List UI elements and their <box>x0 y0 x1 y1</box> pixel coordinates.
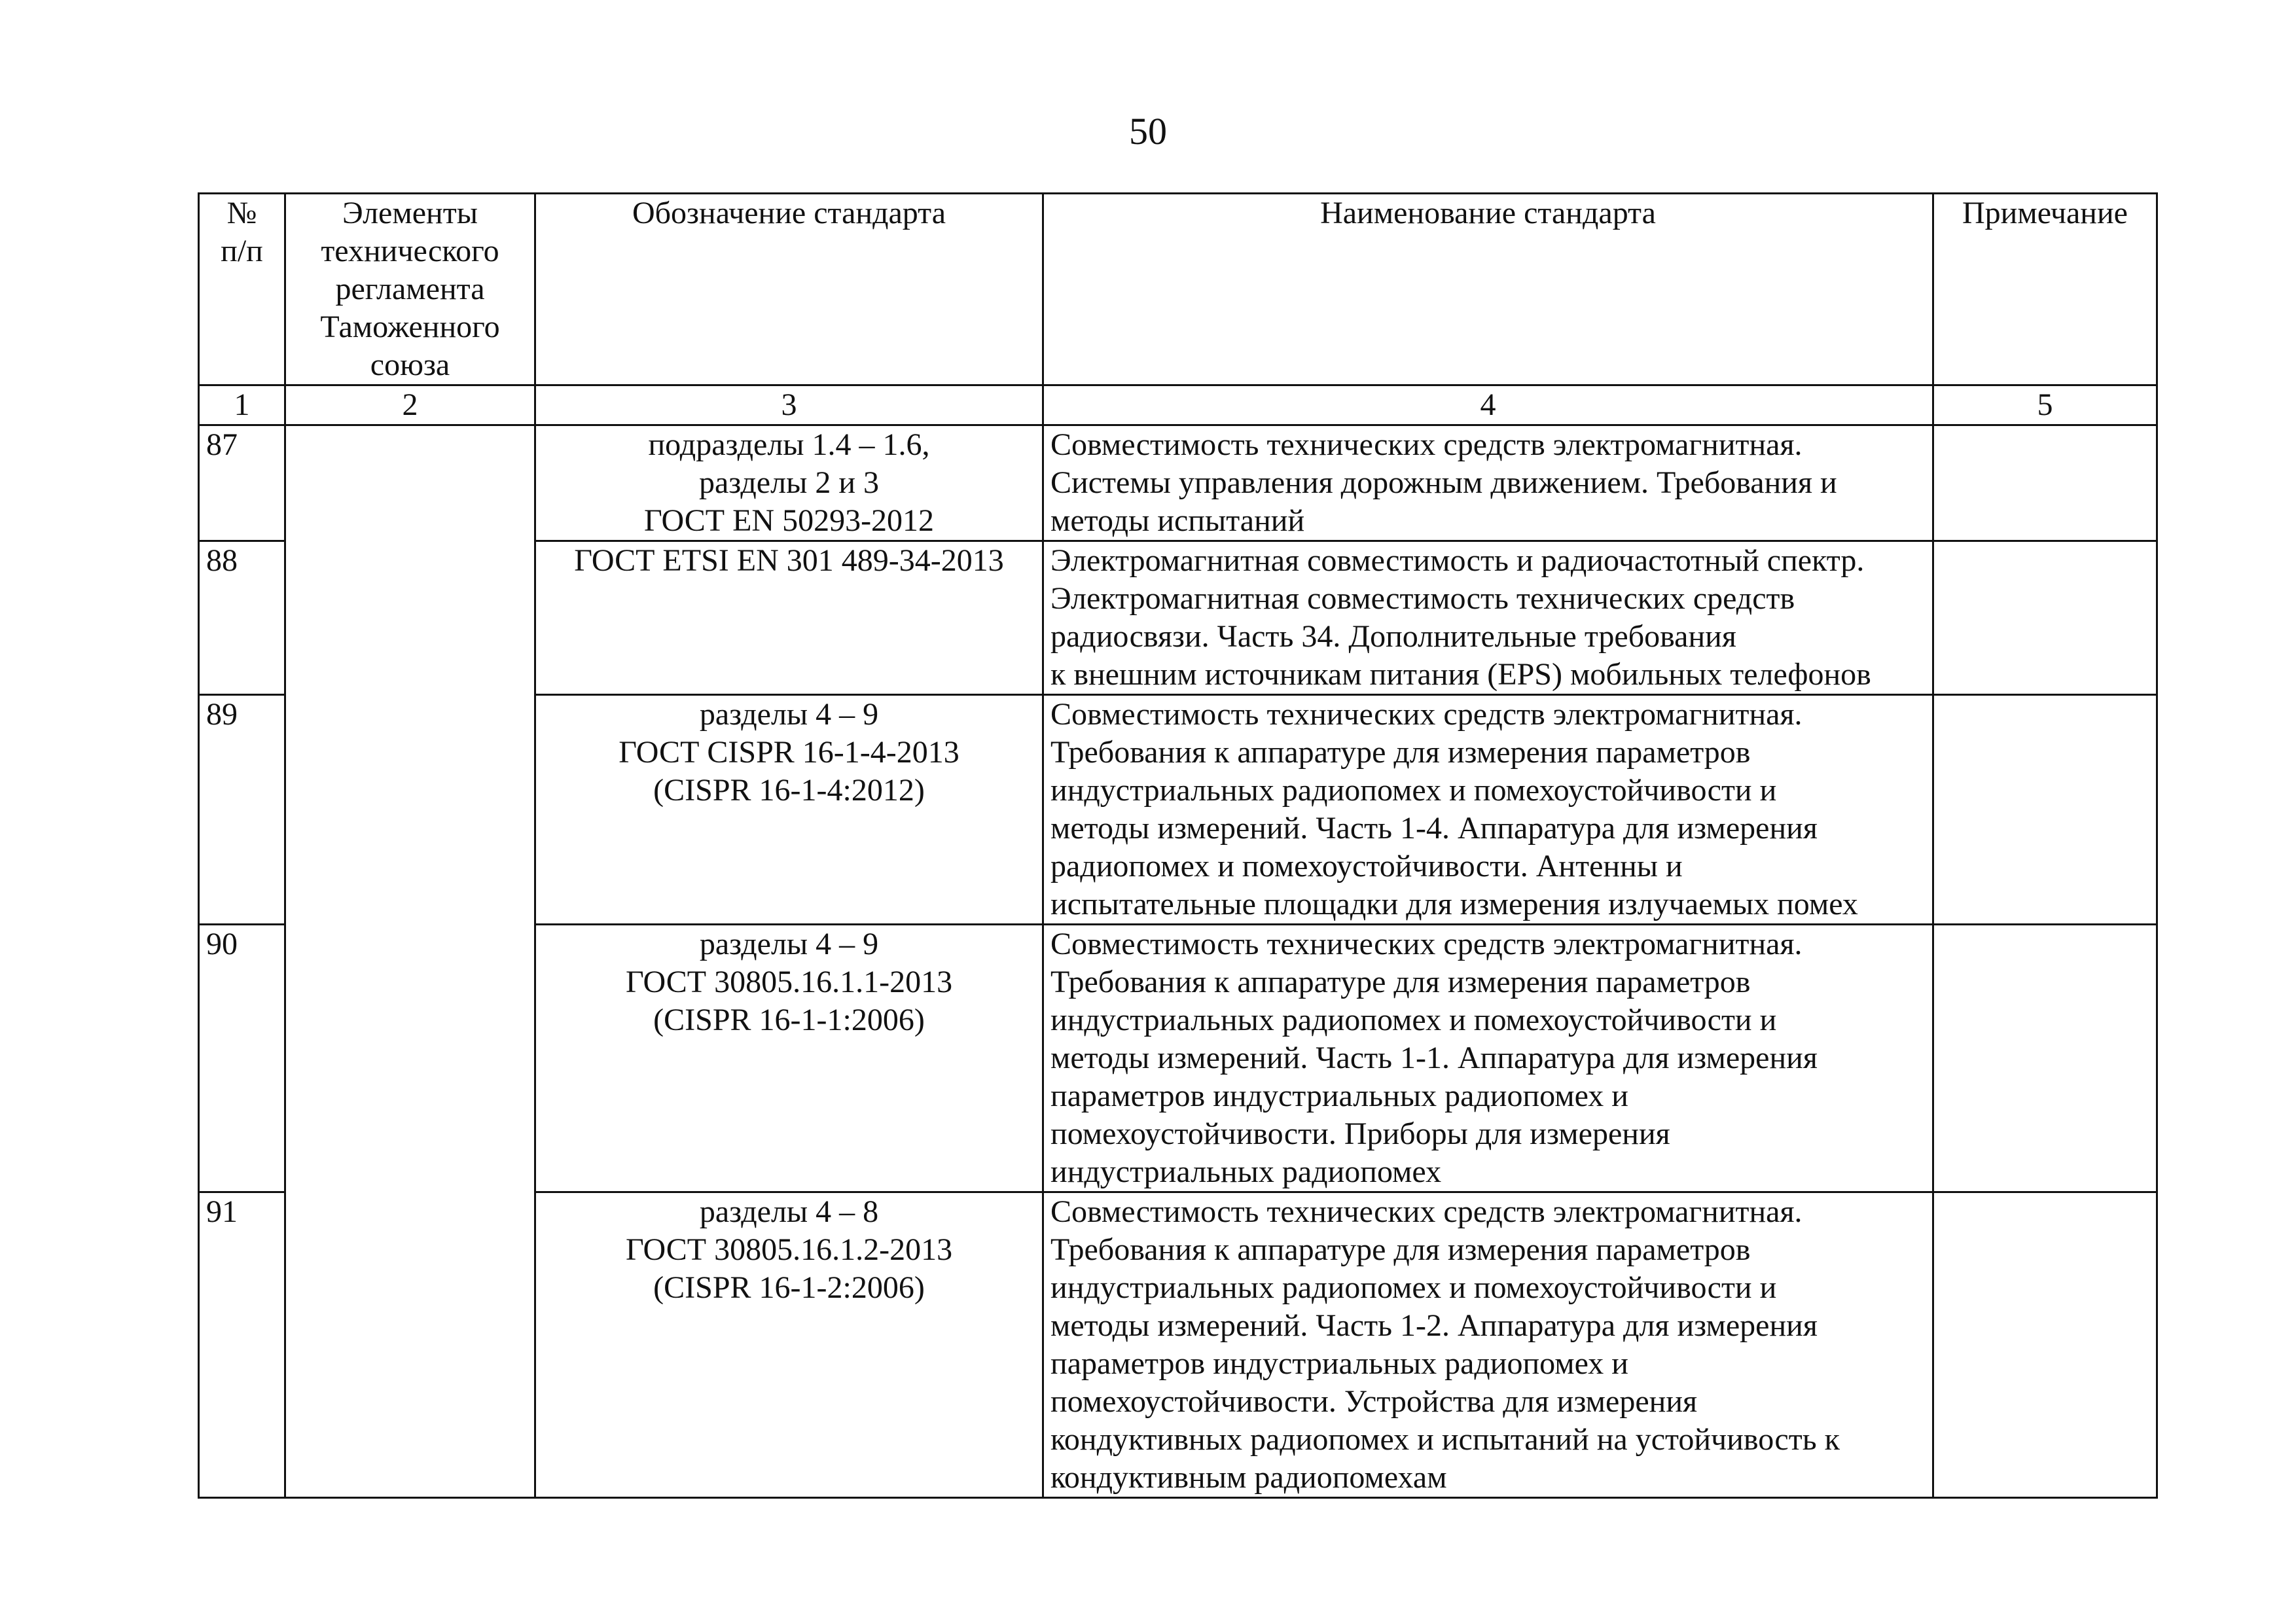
row-number: 89 <box>199 695 285 925</box>
table-row <box>199 425 2157 541</box>
note-cell <box>1933 925 2157 1192</box>
row-number: 91 <box>199 1192 285 1498</box>
designation-cell: разделы 4 – 9 ГОСТ 30805.16.1.1-2013 (CISPR 16-1-1:2006) <box>535 925 1043 1192</box>
name-cell: Совместимость технических средств электромагнитная. Требования к аппаратуре для измерения параметров индустриальных радиопомех и помехоустойчивости и методы измерений. Часть 1-1. Аппаратура для измерения параметров индустриальных радиопомех и помехоустойчивости. Приборы для измерения индустриальных радиопомех <box>1043 925 1933 1192</box>
column-number: 3 <box>535 385 1043 425</box>
name-cell: Совместимость технических средств электромагнитная. Требования к аппаратуре для измерения параметров индустриальных радиопомех и помехоустойчивости и методы измерений. Часть 1-4. Аппаратура для измерения радиопомех и помехоустойчивости. Антенны и испытательные площадки для измерения излучаемых помех <box>1043 695 1933 925</box>
designation-cell: ГОСТ ETSI EN 301 489-34-2013 <box>535 541 1043 695</box>
row-number: 87 <box>199 425 285 541</box>
name-cell: Совместимость технических средств электромагнитная. Системы управления дорожным движением. Требования и методы испытаний <box>1043 425 1933 541</box>
header-name: Наименование стандарта <box>1043 194 1933 385</box>
column-number: 1 <box>199 385 285 425</box>
header-number: № п/п <box>199 194 285 385</box>
standards-table <box>198 192 2158 1499</box>
row-number: 90 <box>199 925 285 1192</box>
column-number: 5 <box>1933 385 2157 425</box>
name-cell: Электромагнитная совместимость и радиочастотный спектр. Электромагнитная совместимость технических средств радиосвязи. Часть 34. Дополнительные требования к внешним источникам питания (EPS) мобильных телефонов <box>1043 541 1933 695</box>
header-note: Примечание <box>1933 194 2157 385</box>
page-number: 50 <box>1129 110 1167 152</box>
row-number: 88 <box>199 541 285 695</box>
table-header-row <box>199 194 2157 385</box>
designation-cell: разделы 4 – 8 ГОСТ 30805.16.1.2-2013 (CISPR 16-1-2:2006) <box>535 1192 1043 1498</box>
header-designation: Обозначение стандарта <box>535 194 1043 385</box>
column-number-row <box>199 385 2157 425</box>
note-cell <box>1933 425 2157 541</box>
note-cell <box>1933 541 2157 695</box>
designation-cell: подразделы 1.4 – 1.6, разделы 2 и 3 ГОСТ EN 50293-2012 <box>535 425 1043 541</box>
name-cell: Совместимость технических средств электромагнитная. Требования к аппаратуре для измерения параметров индустриальных радиопомех и помехоустойчивости и методы измерений. Часть 1-2. Аппаратура для измерения параметров индустриальных радиопомех и помехоустойчивости. Устройства для измерения кондуктивных радиопомех и испытаний на устойчивость к кондуктивным радиопомехам <box>1043 1192 1933 1498</box>
designation-cell: разделы 4 – 9 ГОСТ CISPR 16-1-4-2013 (CISPR 16-1-4:2012) <box>535 695 1043 925</box>
elements-cell <box>285 425 535 1498</box>
header-elements: Элементы технического регламента Таможенного союза <box>285 194 535 385</box>
note-cell <box>1933 695 2157 925</box>
column-number: 4 <box>1043 385 1933 425</box>
column-number: 2 <box>285 385 535 425</box>
note-cell <box>1933 1192 2157 1498</box>
